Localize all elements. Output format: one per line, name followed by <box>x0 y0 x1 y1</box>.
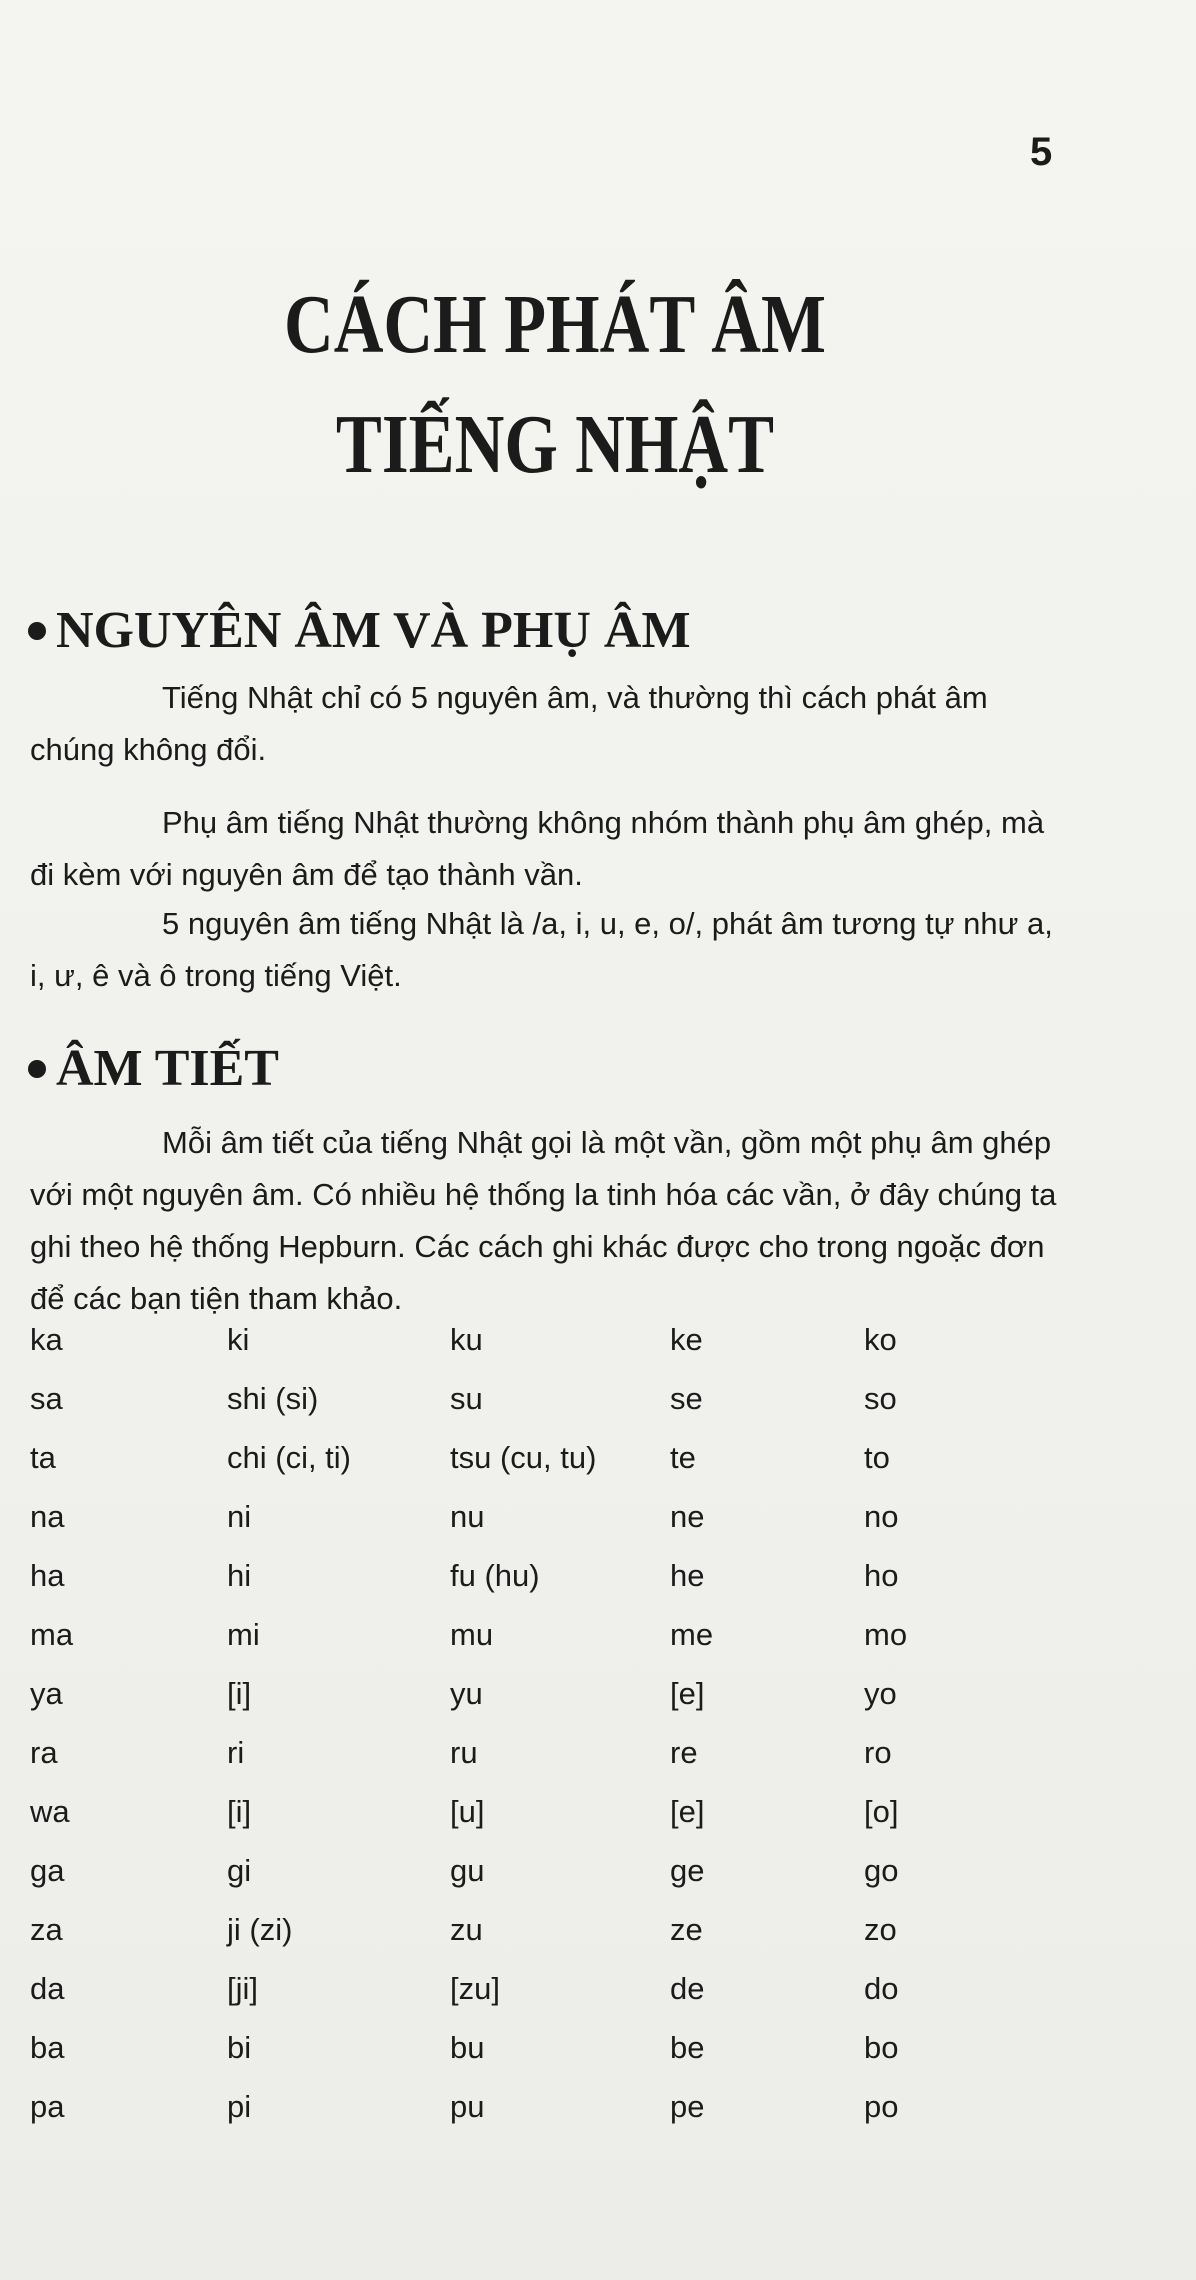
syllable-cell: ya <box>30 1676 63 1711</box>
syllable-cell: [o] <box>864 1794 899 1829</box>
paragraph: Tiếng Nhật chỉ có 5 nguyên âm, và thường thì cách phát âm chúng không đổi. <box>30 680 988 767</box>
syllable-cell: pe <box>670 2089 705 2124</box>
syllable-cell: hi <box>227 1558 252 1593</box>
syllable-cell: ho <box>864 1558 899 1593</box>
syllable-cell: da <box>30 1971 65 2006</box>
syllable-cell: mi <box>227 1617 260 1652</box>
syllable-cell: de <box>670 1971 705 2006</box>
syllable-cell: yo <box>864 1676 897 1711</box>
syllable-cell: fu (hu) <box>450 1558 540 1593</box>
syllable-cell: yu <box>450 1676 483 1711</box>
syllable-cell: ro <box>864 1735 892 1770</box>
syllable-cell: na <box>30 1499 65 1534</box>
syllable-cell: po <box>864 2089 899 2124</box>
syllable-cell: ta <box>30 1440 56 1475</box>
syllable-cell: go <box>864 1853 899 1888</box>
syllable-cell: [u] <box>450 1794 485 1829</box>
syllable-cell: shi (si) <box>227 1381 319 1416</box>
syllable-cell: pi <box>227 2089 252 2124</box>
page-title-line-2: TIẾNG NHẬT <box>335 398 775 491</box>
syllable-cell: ke <box>670 1322 703 1357</box>
syllable-cell: ji (zi) <box>227 1912 293 1947</box>
syllable-cell: ni <box>227 1499 252 1534</box>
paragraph: Phụ âm tiếng Nhật thường không nhóm thành phụ âm ghép, mà đi kèm với nguyên âm để tạo thành vần. <box>30 805 1045 892</box>
syllable-cell: mo <box>864 1617 908 1652</box>
syllable-cell: bi <box>227 2030 252 2065</box>
syllable-cell: su <box>450 1381 483 1416</box>
syllable-cell: ga <box>30 1853 65 1888</box>
syllable-cell: ha <box>30 1558 65 1593</box>
syllable-cell: ri <box>227 1735 245 1770</box>
syllable-cell: gu <box>450 1853 485 1888</box>
syllable-cell: so <box>864 1381 897 1416</box>
syllable-cell: za <box>30 1912 63 1947</box>
syllable-cell: sa <box>30 1381 63 1416</box>
syllable-cell: gi <box>227 1853 252 1888</box>
syllable-cell: he <box>670 1558 705 1593</box>
section-heading-syllables <box>28 1040 279 1097</box>
syllable-cell: ko <box>864 1322 897 1357</box>
syllable-cell: wa <box>30 1794 70 1829</box>
syllable-cell: ki <box>227 1322 250 1357</box>
syllable-cell: bu <box>450 2030 485 2065</box>
syllable-cell: ra <box>30 1735 58 1770</box>
syllable-cell: be <box>670 2030 705 2065</box>
syllable-cell: pu <box>450 2089 485 2124</box>
syllable-cell: zo <box>864 1912 897 1947</box>
syllable-cell: to <box>864 1440 890 1475</box>
syllable-cell: ba <box>30 2030 65 2065</box>
paragraph: Mỗi âm tiết của tiếng Nhật gọi là một vần, gồm một phụ âm ghép với một nguyên âm. Có nhiều hệ thống la tinh hóa các vần, ở đây chúng ta ghi theo hệ thống Hepburn. Các cách ghi khác được cho trong ngoặc đơn để các bạn tiện tham khảo. <box>30 1125 1057 1316</box>
bullet-icon <box>28 1060 46 1078</box>
paragraph: 5 nguyên âm tiếng Nhật là /a, i, u, e, o/, phát âm tương tự như a, i, ư, ê và ô trong tiếng Việt. <box>30 906 1053 993</box>
syllable-cell: tsu (cu, tu) <box>450 1440 597 1475</box>
section-heading-text: ÂM TIẾT <box>56 1040 279 1097</box>
syllable-cell: [e] <box>670 1794 705 1829</box>
page-title-line-1: CÁCH PHÁT ÂM <box>283 278 827 371</box>
section-heading-vowels-consonants <box>28 602 691 659</box>
syllable-cell: nu <box>450 1499 485 1534</box>
syllable-cell: ku <box>450 1322 483 1357</box>
syllable-cell: chi (ci, ti) <box>227 1440 351 1475</box>
syllable-cell: do <box>864 1971 899 2006</box>
syllable-cell: bo <box>864 2030 899 2065</box>
syllable-cell: te <box>670 1440 696 1475</box>
syllable-cell: me <box>670 1617 714 1652</box>
syllable-cell: ma <box>30 1617 74 1652</box>
syllable-cell: ze <box>670 1912 703 1947</box>
page-number: 5 <box>1030 130 1053 174</box>
syllable-cell: [ji] <box>227 1971 258 2006</box>
syllable-cell: [e] <box>670 1676 705 1711</box>
syllable-cell: mu <box>450 1617 494 1652</box>
syllable-cell: no <box>864 1499 899 1534</box>
syllable-cell: ru <box>450 1735 478 1770</box>
syllable-cell: se <box>670 1381 703 1416</box>
syllable-cell: [zu] <box>450 1971 500 2006</box>
syllable-cell: pa <box>30 2089 65 2124</box>
syllable-cell: zu <box>450 1912 483 1947</box>
syllable-cell: ka <box>30 1322 63 1357</box>
section-heading-text: NGUYÊN ÂM VÀ PHỤ ÂM <box>56 602 691 659</box>
syllable-cell: [i] <box>227 1794 252 1829</box>
syllable-cell: ne <box>670 1499 705 1534</box>
syllable-cell: ge <box>670 1853 705 1888</box>
bullet-icon <box>28 622 46 640</box>
syllable-cell: re <box>670 1735 698 1770</box>
syllable-cell: [i] <box>227 1676 252 1711</box>
